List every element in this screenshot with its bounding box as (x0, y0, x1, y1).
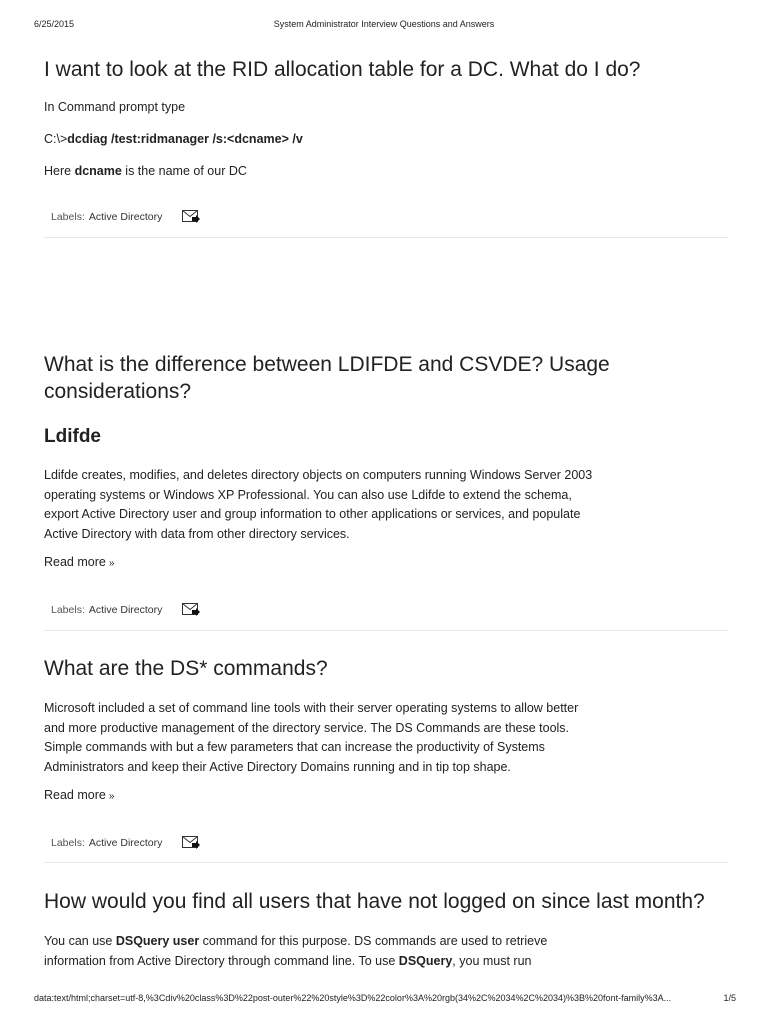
post-title[interactable]: How would you find all users that have not logged on since last month? (44, 890, 705, 913)
print-page-title: System Administrator Interview Questions and Answers (273, 19, 495, 29)
post-divider (44, 237, 728, 238)
text-run: , you must run (452, 953, 532, 968)
read-more-text: Read more (44, 788, 106, 802)
post-inactive-users (44, 888, 728, 968)
post-divider (44, 630, 728, 631)
labels-prefix: Labels: (51, 603, 85, 616)
email-post-icon[interactable] (182, 210, 200, 223)
post-ds-commands (44, 655, 728, 849)
labels-prefix: Labels: (51, 210, 85, 223)
post-paragraph (44, 162, 247, 182)
email-post-icon[interactable] (182, 836, 200, 849)
body-line (44, 952, 728, 972)
bold-term: DSQuery (398, 953, 453, 968)
read-more-arrow-icon: » (108, 791, 115, 802)
read-more-link[interactable] (44, 555, 114, 569)
post-rid-allocation (44, 56, 728, 223)
print-url: data:text/html;charset=utf-8,%3Cdiv%20class%3D%22post-outer%22%20style%3D%22color%3A%20rgb(34%2C%2034%2C%2034)%3B%20font-family%3A... (34, 993, 672, 1003)
print-page-number: 1/5 (723, 993, 736, 1003)
text-run: You can use (44, 934, 116, 948)
text-run: Here (44, 164, 75, 178)
post-body (44, 699, 728, 777)
post-title[interactable]: I want to look at the RID allocation table for a DC. What do I do? (44, 58, 641, 81)
read-more-text: Read more (44, 555, 106, 569)
post-divider (44, 862, 728, 863)
post-paragraph: In Command prompt type (44, 100, 186, 114)
label-link-active-directory[interactable]: Active Directory (88, 603, 163, 616)
body-line (44, 932, 728, 952)
body-line: export Active Directory user and group information to other applications or services, and populate (44, 507, 581, 521)
sub-heading-ldifde: Ldifde (44, 426, 101, 447)
label-link-active-directory[interactable]: Active Directory (88, 210, 163, 223)
body-line: Active Directory with data from other directory services. (44, 526, 350, 541)
labels-prefix: Labels: (51, 836, 85, 849)
label-link-active-directory[interactable]: Active Directory (88, 836, 163, 849)
post-title[interactable] (44, 351, 728, 405)
print-date: 6/25/2015 (34, 19, 75, 29)
read-more-link[interactable] (44, 788, 114, 802)
post-labels (51, 836, 200, 849)
post-labels (51, 210, 200, 223)
body-line: Administrators and keep their Active Directory Domains running and in tip top shape. (44, 759, 511, 774)
email-post-icon[interactable] (182, 603, 200, 616)
post-body (44, 466, 728, 544)
print-footer (0, 993, 768, 1007)
post-labels (51, 603, 200, 616)
text-run: is the name of our DC (121, 164, 247, 178)
post-title[interactable]: What are the DS* commands? (44, 657, 328, 680)
title-line: considerations? (44, 380, 192, 403)
bold-term: DSQuery user (115, 934, 200, 948)
title-line: What is the difference between LDIFDE and CSVDE? Usage (44, 353, 610, 376)
body-line: Ldifde creates, modifies, and deletes directory objects on computers running Windows Server 2003 (44, 468, 593, 482)
post-body (44, 932, 728, 971)
command-text: dcdiag /test:ridmanager /s:<dcname> /v (67, 132, 303, 146)
bold-term: dcname (74, 164, 122, 178)
text-run: information from Active Directory through command line. To use (44, 953, 399, 968)
body-line: Simple commands with but a few parameters that can increase the productivity of Systems (44, 740, 545, 754)
body-line: operating systems or Windows XP Professional. You can also use Ldifde to extend the schema, (44, 487, 572, 502)
post-ldifde-csvde (44, 351, 728, 616)
read-more-arrow-icon: » (108, 558, 115, 569)
command-line (44, 130, 303, 150)
print-header (0, 19, 768, 33)
body-line: and more productive management of the directory service. The DS Commands are these tools. (44, 720, 570, 735)
body-line: Microsoft included a set of command line tools with their server operating systems to allow better (44, 701, 579, 715)
command-prompt: C:\> (44, 132, 68, 146)
text-run: command for this purpose. DS commands are used to retrieve (199, 934, 548, 948)
